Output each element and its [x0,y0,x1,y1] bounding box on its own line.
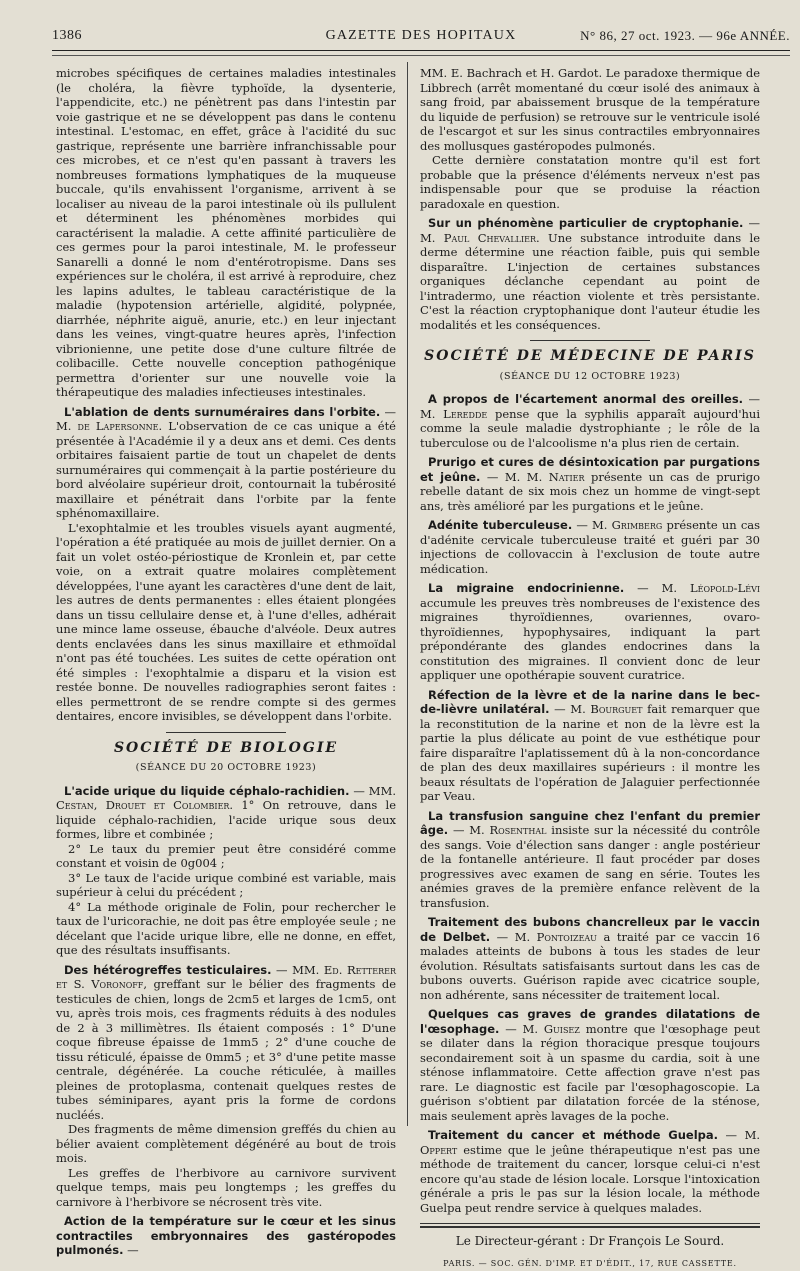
article-paragraph: 3° Le taux de l'acide urique combiné est variable, mais supérieur à celui du précédent ; [56,871,396,900]
society-article: Réfection de la lèvre et de la narine dans le bec-de-lièvre unilatéral. — M. Bourguet fait remarquer que la reconstitution de la narine et non de la lèvre est la partie la plus délicate au point de vue esthétique pour faire disparaître l'aplatissement dû à la non-concordance de plan des deux maxillaires supérieurs : il montre les beaux résultats de l'opération de Jalaguier perfectionnée par Veau. [420,688,760,804]
society-article: La transfusion sanguine chez l'enfant du premier âge. — M. Rosenthal insiste sur la nécessité du contrôle des sangs. Voie d'élection sans danger : angle postérieur de la fontanelle antérieure. Il faut procéder par doses progressives avec examen de sang en série. Toutes les anémies graves de la première enfance relèvent de la transfusion. [420,809,760,911]
left-column [56,66,396,1128]
article-title: Réfection de la lèvre et de la narine dans le bec-de-lièvre unilatéral. [420,688,760,717]
article-title: Traitement des bubons chancrelleux par le vaccin de Delbet. [420,915,760,944]
society-article: Quelques cas graves de grandes dilatations de l'œsophage. — M. Guisez montre que l'œsophage peut se dilater dans la région thoracique presque toujours secondairement soit à un spasme du cardia, soit à une sténose inflammatoire. Cette affection grave n'est pas rare. Le diagnostic est facile par l'œsophagoscopie. La guérison s'obtient par dilatation forcée de la sténose, mais seulement après lavages de la poche. [420,1007,760,1123]
column-divider [407,62,408,1126]
printer-imprint: PARIS. — SOC. GÉN. D'IMP. ET D'ÉDIT., 17, RUE CASSETTE. [420,1257,760,1271]
article-author: M. Guisez [523,1022,580,1036]
article-text: greffant sur le bélier des fragments de testicules de chien, longs de 2cm5 et larges de 1cm5, ont vu, après trois mois, ces fragments réduits à des nodules de 2 à 3 millimètres. Ils étaient composés : 1° D'une coque fibreuse épaisse de 1mm5 ; 2° d'une couche de tissu réticulé, épaisse de 0mm5 ; et 3° d'une petite masse centrale, dégénérée. La couche réticulée, à mailles pleines de protoplasma, contenait quelques restes de tubes séminipares, ayant pris la forme de cordons nucléés. [56,977,396,1122]
article-paragraph: Des fragments de même dimension greffés du chien au bélier avaient complètement dégénéré au bout de trois mois. [56,1122,396,1166]
article-author: MM. Cestan, Drouet et Colombier. [56,784,396,813]
article-author: MM. Ed. Retterer et S. Voronoff, [56,963,396,992]
article-paragraph: L'exophtalmie et les troubles visuels ayant augmenté, l'opération a été pratiquée au mois de juillet dernier. On a fait un volet ostéo-périostique de Kronlein et, par cette voie, on a extrait quatre molaires complètement développées, l'une ayant les caractères d'une dent de lait, les autres de dents permanentes : elles étaient plongées dans un tissu cellulaire dense et, à l'une d'elles, adhérait une mince lame osseuse, ébauche d'alvéole. Deux autres dents enclavées dans les sinus maxillaire et ethmoïdal n'ont pas été touchées. Les suites de cette opération ont été simples : l'exophtalmie a disparu et la vision est restée bonne. De nouvelles radiographies seront faites : elles permettront de se rendre compte si des germes dentaires, encore invisibles, se développent dans l'orbite. [56,521,396,724]
article-title: La transfusion sanguine chez l'enfant du premier âge. [420,809,760,838]
right-column [420,66,760,1128]
society-article: Traitement des bubons chancrelleux par le vaccin de Delbet. — M. Pontoizeau a traité par ce vaccin 16 malades atteints de bubons à tous les stades de leur évolution. Résultats satisfaisants surtout dans les cas de bubons ouverts. Guérison rapide avec cicatrice souple, non adhérente, sans nécessiter de traitement local. [420,915,760,1002]
article-text: accumule les preuves très nombreuses de l'existence des migraines thyroïdiennes, ovariennes, ovaro-thyroïdiennes, hypophysaires, indiquant la part prépondérante des glandes endocrines dans la constitution des migraines. Il convient donc de leur appliquer une opothérapie souvent curatrice. [420,596,760,683]
article-author: M. Pontoizeau [515,930,597,944]
society-title: SOCIÉTÉ DE MÉDECINE DE PARIS [420,349,760,364]
article-uric: L'acide urique du liquide céphalo-rachidien. — MM. Cestan, Drouet et Colombier. 1° On retrouve, dans le liquide céphalo-rachidien, l'acide urique sous deux formes, libre et combinée ; [56,784,396,842]
article-title: Quelques cas graves de grandes dilatations de l'œsophage. [420,1007,760,1036]
article-ablation: L'ablation de dents surnuméraires dans l'orbite. — M. de Lapersonne. L'observation de ce cas unique a été présentée à l'Académie il y a deux ans et demi. Ces dents orbitaires faisaient partie de tout un chapelet de dents surnuméraires qui commençait à la partie postérieure du bord alvéolaire supérieur droit, contournait la tubérosité maxillaire et pénétrait dans l'orbite par la fente sphénomaxillaire. [56,405,396,521]
article-title: Sur un phénomène particulier de cryptophanie. [428,216,743,230]
footer-rule-thick [420,1226,760,1228]
article-title: Prurigo et cures de désintoxication par purgations et jeûne. [420,455,760,484]
article-text: L'observation de ce cas unique a été présentée à l'Académie il y a deux ans et demi. Ces dents orbitaires faisaient partie de tout un chapelet de dents surnuméraires qui commençait à la partie postérieure du bord alvéolaire supérieur droit, contournait la tubérosité maxillaire et pénétrait dans l'orbite par la fente sphénomaxillaire. [56,419,396,520]
society-article: Prurigo et cures de désintoxication par purgations et jeûne. — M. M. Natier présente un cas de prurigo rebelle datant de six mois chez un homme de vingt-sept ans, très amélioré par les purgations et le jeûne. [420,455,760,513]
page-number: 1386 [52,28,82,44]
article-title: A propos de l'écartement anormal des oreilles. [428,392,743,406]
director-credit: Le Directeur-gérant : Dr François Le Sourd. [420,1234,760,1249]
page-header [52,26,790,48]
issue-info: N° 86, 27 oct. 1923. — 96e ANNÉE. [580,28,790,44]
article-text: fait remarquer que la reconstitution de la narine et non de la lèvre est la partie la plus délicate au point de vue esthétique pour faire disparaître l'aplatissement dû à la non-concordance de plan des deux maxillaires supérieurs : il montre les beaux résultats de l'opération de Jalaguier perfectionnée par Veau. [420,702,760,803]
society-article: Adénite tuberculeuse. — M. Grimberg présente un cas d'adénite cervicale tuberculeuse traité et guéri par 30 injections de collovaccin à l'exclusion de toute autre médication. [420,518,760,576]
article-paragraph: 2° Le taux du premier peut être considéré comme constant et voisin de 0g004 ; [56,842,396,871]
header-rule-thin [52,55,790,56]
article-text: présente un cas de prurigo rebelle datant de six mois chez un homme de vingt-sept ans, très amélioré par les purgations et le jeûne. [420,470,760,513]
article-title: Traitement du cancer et méthode Guelpa. [428,1128,718,1142]
society-articles [420,392,760,1215]
article-continuation: microbes spécifiques de certaines maladies intestinales (le choléra, la fièvre typhoïde, la dysenterie, l'appendicite, etc.) ne pénètrent pas dans l'intestin par voie gastrique et ne se développent pas dans le contenu intestinal. L'estomac, en effet, grâce à l'acidité du suc gastrique, représente une barrière infranchissable pour ces microbes, et ce n'est qu'en passant à travers les nombreuses formations lymphatiques de la muqueuse buccale, qu'ils envahissent l'organisme, arrivent à se localiser au niveau de la paroi intestinale où ils pullulent et déterminent les phénomènes morbides qui caractérisent la maladie. A cette affinité particulière de ces germes pour la paroi intestinale, M. le professeur Sanarelli a donné le nom d'entérotropisme. Dans ses expériences sur le choléra, il est arrivé à reproduire, chez les lapins adultes, le tableau caractéristique de la maladie (hypotension artérielle, algidité, polypnée, diarrhée, néphrite aiguë, anurie, etc.) en leur injectant dans les veines, vingt-quatre heures après, l'infection vibrionienne, une petite dose d'une culture filtrée de colibacille. Cette nouvelle conception pathogénique permettra d'orienter sur une nouvelle voie la thérapeutique des maladies infectieuses intestinales. [56,66,396,400]
society-title: SOCIÉTÉ DE BIOLOGIE [56,741,396,756]
footer-rule [420,1223,760,1224]
article-author: M. Rosenthal [469,823,546,837]
article-author: M. M. Natier [505,470,585,484]
article-author: M. Léopold-Lévi [662,581,760,595]
society-article: A propos de l'écartement anormal des oreilles. — M. Leredde pense que la syphilis apparaît aujourd'hui comme la seule maladie dystrophiante ; le rôle de la tuberculose ou de l'alcoolisme n'a plus rien de certain. [420,392,760,450]
article-paragraph: 4° La méthode originale de Folin, pour rechercher le taux de l'uricorachie, ne doit pas être employée seule ; ne décelant que l'acide urique libre, elle ne donne, en effet, que des résultats insuffisants. [56,900,396,958]
article-author: M. Paul Chevallier. [420,231,540,245]
article-title: La migraine endocrinienne. [428,581,624,595]
article-text: a traité par ce vaccin 16 malades atteints de bubons à tous les stades de leur évolution. Résultats satisfaisants surtout dans les cas de bubons ouverts. Guérison rapide avec cicatrice souple, non adhérente, sans nécessiter de traitement local. [420,930,760,1002]
article-author: M. Grimberg [592,518,662,532]
header-rule [52,50,790,51]
article-text: estime que le jeûne thérapeutique n'est pas une méthode de traitement du cancer, lorsque celui-ci n'est encore qu'au stade de lésion locale. Lorsque l'intoxication générale a pris le pas sur la lésion locale, la méthode Guelpa peut rendre service à quelques malades. [420,1143,760,1215]
article-text: pense que la syphilis apparaît aujourd'hui comme la seule maladie dystrophiante ; le rôle de la tuberculose ou de l'alcoolisme n'a plus rien de certain. [420,407,760,450]
article-text: Une substance introduite dans le derme détermine une réaction faible, puis qui semble disparaître. L'injection de certaines substances organiques déclanche cependant au point de l'intradermo, une réaction violente et très persistante. C'est la réaction cryptophanique dont l'auteur étudie les modalités et les conséquences. [420,231,760,332]
article-temperature: Action de la température sur le cœur et les sinus contractiles embryonnaires des gastéropodes pulmonés. — [56,1214,396,1258]
article-text: montre que l'œsophage peut se dilater dans la région thoracique presque toujours secondairement soit à un spasme du cardia, soit à une sténose inflammatoire. Cette affection grave n'est pas rare. Le diagnostic est facile par l'œsophagoscopie. La guérison s'obtient par dilatation forcée de la sténose, mais seulement après lavages de la poche. [420,1022,760,1123]
article-title: Action de la température sur le cœur et les sinus contractiles embryonnaires des gastéropodes pulmonés. [56,1214,396,1257]
article-paragraph: Cette dernière constatation montre qu'il est fort probable que la présence d'éléments nerveux n'est pas indispensable pour que se produise la réaction paradoxale en question. [420,153,760,211]
section-separator [530,340,650,341]
article-text: 1° On retrouve, dans le liquide céphalo-rachidien, l'acide urique sous deux formes, libre et combinée ; [56,798,396,841]
section-separator [166,732,286,733]
article-author: M. Bourguet [570,702,642,716]
article-title: Des hétérogreffes testiculaires. [64,963,271,977]
article-text: présente un cas d'adénite cervicale tuberculeuse traité et guéri par 30 injections de collovaccin à l'exclusion de toute autre médication. [420,518,760,576]
society-seance: (SÉANCE DU 20 OCTOBRE 1923) [56,761,396,776]
article-author: M. Oppert [420,1128,760,1157]
society-article: Traitement du cancer et méthode Guelpa. — M. Oppert estime que le jeûne thérapeutique n'est pas une méthode de traitement du cancer, lorsque celui-ci n'est encore qu'au stade de lésion locale. Lorsque l'intoxication générale a pris le pas sur la lésion locale, la méthode Guelpa peut rendre service à quelques malades. [420,1128,760,1215]
society-article: La migraine endocrinienne. — M. Léopold-Lévi accumule les preuves très nombreuses de l'existence des migraines thyroïdiennes, ovariennes, ovaro-thyroïdiennes, hypophysaires, indiquant la part prépondérante des glandes endocrines dans la constitution des migraines. Il convient donc de leur appliquer une opothérapie souvent curatrice. [420,581,760,683]
article-text: insiste sur la nécessité du contrôle des sangs. Voie d'élection sans danger : angle postérieur de la fontanelle antérieure. Il faut procéder par doses progressives avec examen de sang en série. Toutes les anémies graves de la première enfance relèvent de la transfusion. [420,823,760,910]
article-title: L'ablation de dents surnuméraires dans l'orbite. [64,405,380,419]
article-title: L'acide urique du liquide céphalo-rachidien. [64,784,349,798]
article-text: MM. E. Bachrach et H. Gardot. Le paradoxe thermique de Libbrech (arrêt momentané du cœur isolé des animaux à sang froid, par abaissement brusque de la température du liquide de perfusion) se retrouve sur le ventricule isolé de l'escargot et sur les sinus contractiles embryonnaires des mollusques gastéropodes pulmonés. [420,66,760,153]
article-author: M. de Lapersonne. [56,419,162,433]
article-hetero: Des hétérogreffes testiculaires. — MM. Ed. Retterer et S. Voronoff, greffant sur le bélier des fragments de testicules de chien, longs de 2cm5 et larges de 1cm5, ont vu, après trois mois, ces fragments réduits à des nodules de 2 à 3 millimètres. Ils étaient composés : 1° D'une coque fibreuse épaisse de 1mm5 ; 2° d'une couche de tissu réticulé, épaisse de 0mm5 ; et 3° d'une petite masse centrale, dégénérée. La couche réticulée, à mailles pleines de protoplasma, contenait quelques restes de tubes séminipares, ayant pris la forme de cordons nucléés. [56,963,396,1123]
society-seance: (SÉANCE DU 12 OCTOBRE 1923) [420,370,760,385]
article-cryptophanie: Sur un phénomène particulier de cryptophanie. — M. Paul Chevallier. Une substance introduite dans le derme détermine une réaction faible, puis qui semble disparaître. L'injection de certaines substances organiques déclanche cependant au point de l'intradermo, une réaction violente et très persistante. C'est la réaction cryptophanique dont l'auteur étudie les modalités et les conséquences. [420,216,760,332]
article-author: M. Leredde [420,407,487,421]
article-title: Adénite tuberculeuse. [428,518,572,532]
journal-title: GAZETTE DES HOPITAUX [52,28,790,44]
article-paragraph: Les greffes de l'herbivore au carnivore survivent quelque temps, mais peu longtemps ; les greffes du carnivore à l'herbivore se nécrosent très vite. [56,1166,396,1210]
